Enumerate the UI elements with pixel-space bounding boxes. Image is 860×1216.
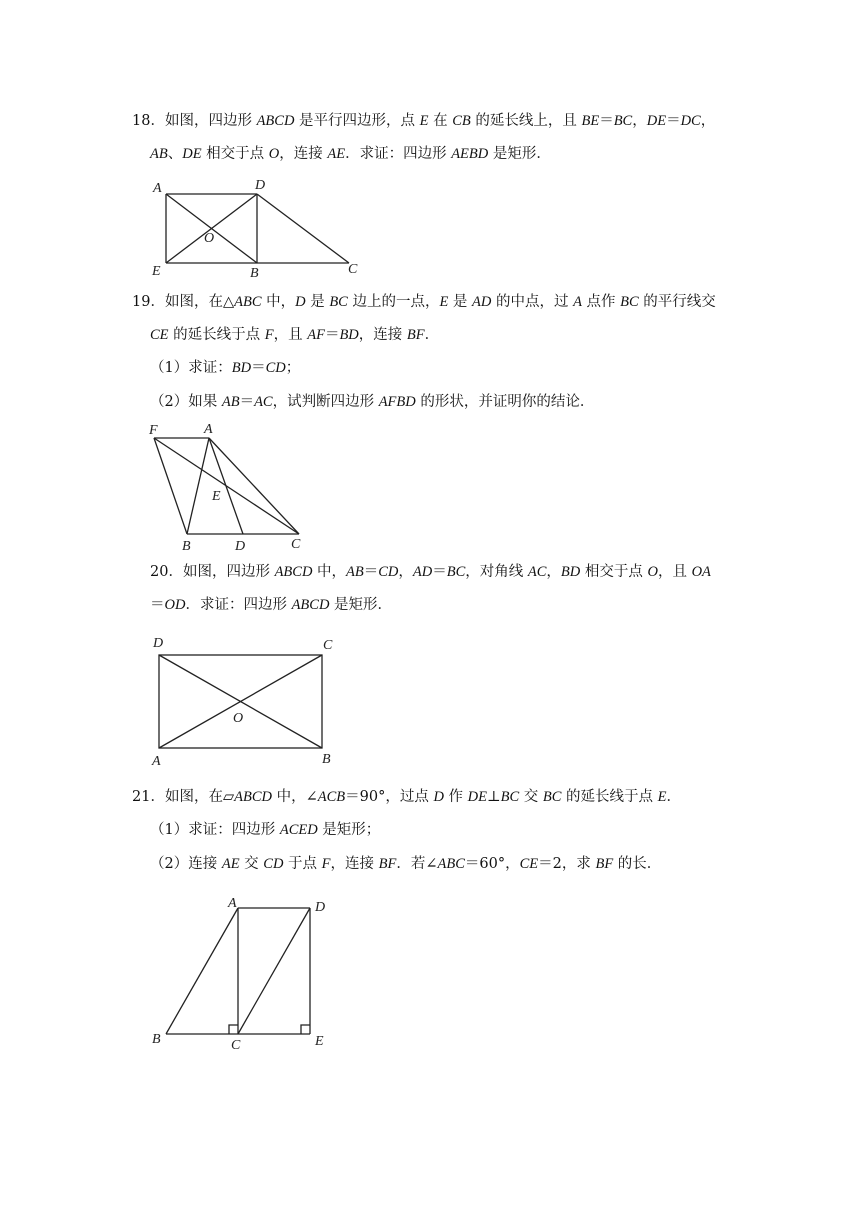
- q21-part-2: （2）连接 AE 交 CD 于点 F，连接 BF．若∠ABC＝60°，CE＝2，求 BF 的长．: [150, 856, 662, 872]
- q19-figure: [140, 420, 320, 555]
- q20-text-line-2: ＝OD．求证：四边形 ABCD 是矩形．: [150, 597, 393, 613]
- q21-right-angle-mark-C: [229, 1025, 238, 1034]
- q18-label-C: C: [348, 262, 358, 277]
- q21-label-D: D: [315, 900, 326, 915]
- q18-text-line-1: 18．如图，四边形 ABCD 是平行四边形，点 E 在 CB 的延长线上，且 BE＝BC，DE＝DC，: [132, 113, 716, 129]
- q20-label-D: D: [153, 636, 164, 651]
- q21-figure: [140, 890, 350, 1055]
- q19-text-line-1: 19．如图，在△ABC 中，D 是 BC 边上的一点，E 是 AD 的中点，过 A 点作 BC 的平行线交: [132, 294, 716, 310]
- q21-label-E: E: [315, 1034, 324, 1049]
- q20-label-O: O: [233, 711, 244, 726]
- q20-text-line-1: 20．如图，四边形 ABCD 中，AB＝CD，AD＝BC，对角线 AC，BD 相交于点 O，且 OA: [150, 564, 711, 580]
- q21-part-1: （1）求证：四边形 ACED 是矩形；: [150, 822, 381, 838]
- q20-label-C: C: [323, 638, 333, 653]
- q18-label-A: A: [153, 181, 162, 196]
- q20-figure: [140, 630, 350, 770]
- q21-right-angle-mark-E: [301, 1025, 310, 1034]
- q19-segment-FB: [154, 438, 187, 534]
- q21-segment-DC: [238, 908, 310, 1034]
- q18-label-B: B: [250, 266, 259, 281]
- q20-label-A: A: [152, 754, 161, 769]
- q19-segment-FC: [154, 438, 299, 534]
- q18-label-O: O: [204, 231, 215, 246]
- q19-label-D: D: [235, 539, 246, 554]
- q21-label-B: B: [152, 1032, 161, 1047]
- q19-part-2: （2）如果 AB＝AC，试判断四边形 AFBD 的形状，并证明你的结论．: [150, 394, 595, 410]
- q19-label-F: F: [149, 423, 158, 438]
- q20-label-B: B: [322, 752, 331, 767]
- q18-text-line-2: AB、DE 相交于点 O，连接 AE．求证：四边形 AEBD 是矩形．: [150, 146, 551, 162]
- q19-label-A: A: [204, 422, 213, 437]
- q19-segment-AB: [187, 438, 209, 534]
- q21-label-C: C: [231, 1038, 241, 1053]
- q18-label-E: E: [152, 264, 161, 279]
- q19-segment-AC: [209, 438, 299, 534]
- q18-segment-DC: [257, 194, 349, 263]
- q21-text-line-1: 21．如图，在▱ABCD 中，∠ACB＝90°，过点 D 作 DE⊥BC 交 BC 的延长线于点 E．: [132, 789, 681, 805]
- q19-label-B: B: [182, 539, 191, 554]
- q21-segment-AB: [166, 908, 238, 1034]
- q19-label-E: E: [212, 489, 221, 504]
- q19-part-1: （1）求证：BD＝CD；: [150, 360, 301, 376]
- q21-label-A: A: [228, 896, 237, 911]
- q18-figure: [140, 172, 380, 282]
- q18-label-D: D: [255, 178, 266, 193]
- q19-text-line-2: CE 的延长线于点 F，且 AF＝BD，连接 BF．: [150, 327, 440, 343]
- q19-label-C: C: [291, 537, 301, 552]
